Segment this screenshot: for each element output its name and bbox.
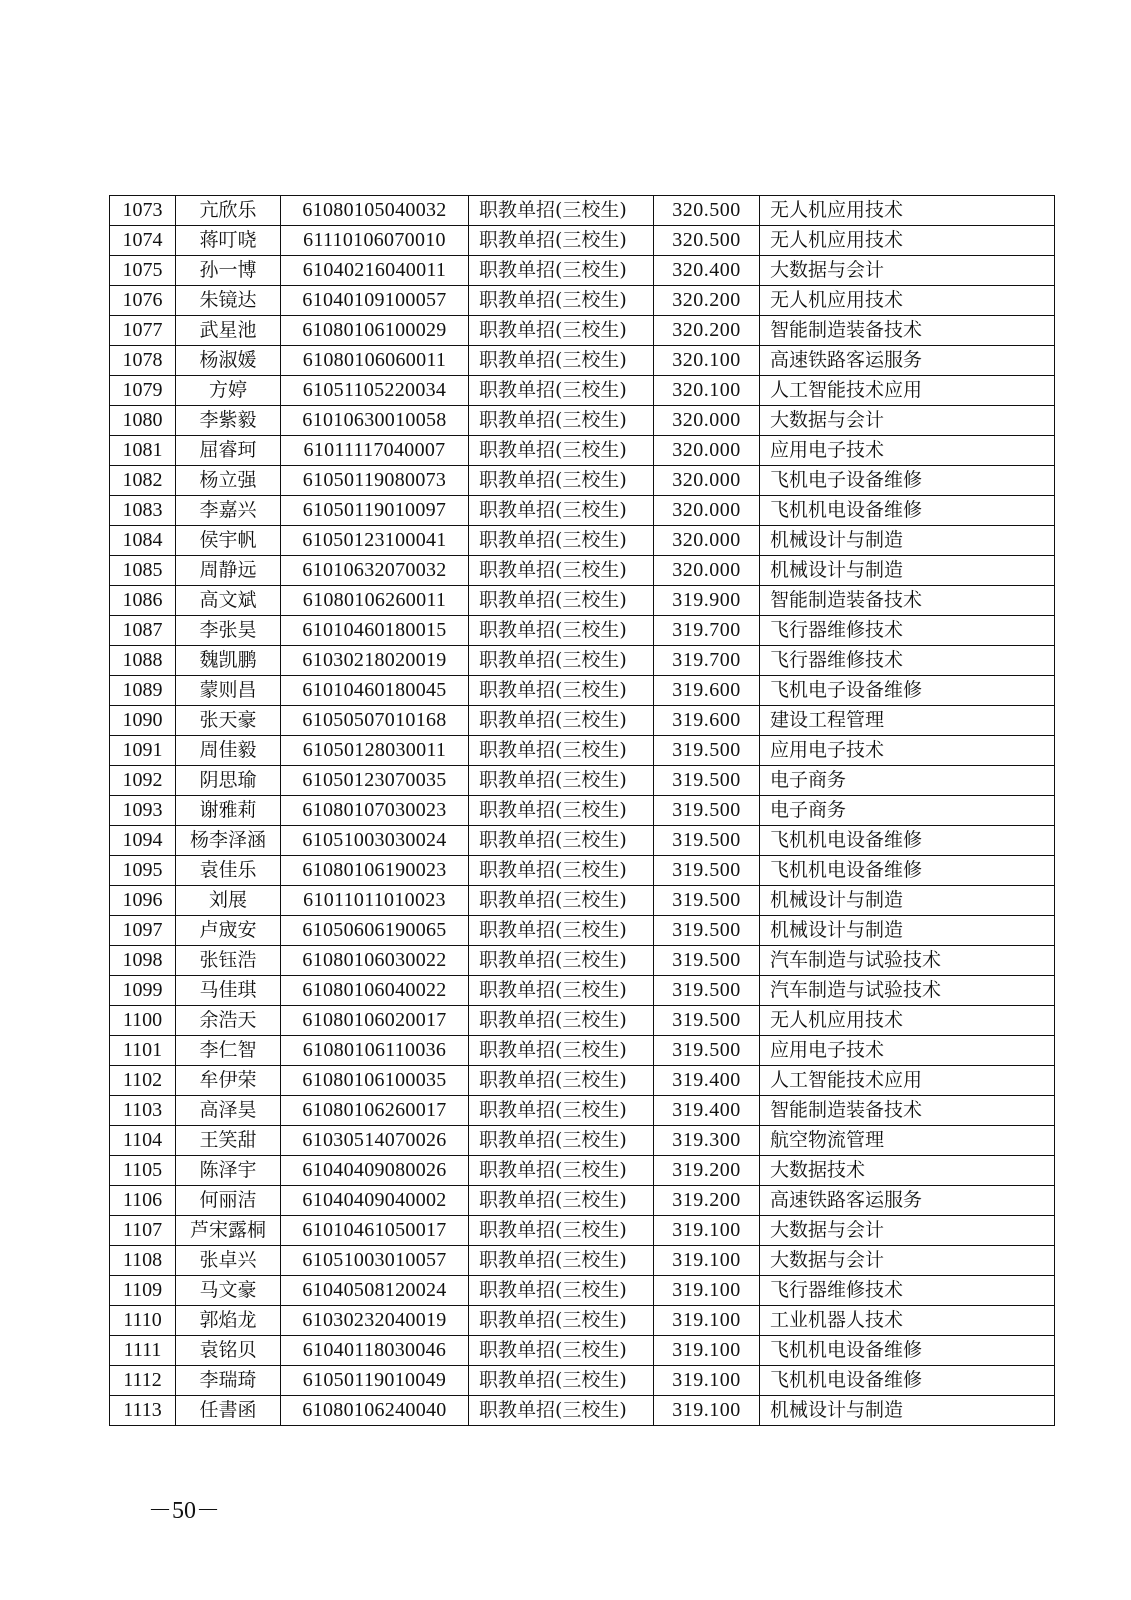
score-cell: 319.900 — [654, 586, 760, 616]
admission-type-cell: 职教单招(三校生) — [469, 1126, 654, 1156]
exam-id-cell: 61050606190065 — [281, 916, 469, 946]
exam-id-cell: 61080106100029 — [281, 316, 469, 346]
student-name-cell: 武星池 — [176, 316, 281, 346]
row-number-cell: 1112 — [110, 1366, 176, 1396]
admission-type-cell: 职教单招(三校生) — [469, 796, 654, 826]
score-cell: 319.500 — [654, 856, 760, 886]
row-number-cell: 1080 — [110, 406, 176, 436]
row-number-cell: 1104 — [110, 1126, 176, 1156]
admission-type-cell: 职教单招(三校生) — [469, 346, 654, 376]
row-number-cell: 1107 — [110, 1216, 176, 1246]
table-row — [110, 406, 1055, 436]
score-cell: 320.200 — [654, 286, 760, 316]
admission-type-cell: 职教单招(三校生) — [469, 1276, 654, 1306]
table-row — [110, 976, 1055, 1006]
score-cell: 319.100 — [654, 1396, 760, 1426]
table-row — [110, 1216, 1055, 1246]
row-number-cell: 1095 — [110, 856, 176, 886]
major-cell: 大数据与会计 — [760, 256, 1055, 286]
exam-id-cell: 61080106100035 — [281, 1066, 469, 1096]
student-name-cell: 张钰浩 — [176, 946, 281, 976]
score-cell: 319.600 — [654, 676, 760, 706]
major-cell: 应用电子技术 — [760, 736, 1055, 766]
exam-id-cell: 61010630010058 — [281, 406, 469, 436]
table-row — [110, 736, 1055, 766]
score-cell: 319.500 — [654, 1036, 760, 1066]
score-cell: 319.700 — [654, 646, 760, 676]
major-cell: 飞机机电设备维修 — [760, 856, 1055, 886]
table-row — [110, 586, 1055, 616]
table-row — [110, 496, 1055, 526]
major-cell: 工业机器人技术 — [760, 1306, 1055, 1336]
admission-type-cell: 职教单招(三校生) — [469, 1096, 654, 1126]
score-cell: 319.100 — [654, 1366, 760, 1396]
student-name-cell: 方婷 — [176, 376, 281, 406]
table-row — [110, 1306, 1055, 1336]
admission-type-cell: 职教单招(三校生) — [469, 1216, 654, 1246]
exam-id-cell: 61080106240040 — [281, 1396, 469, 1426]
score-cell: 319.500 — [654, 916, 760, 946]
score-cell: 319.500 — [654, 886, 760, 916]
admission-type-cell: 职教单招(三校生) — [469, 706, 654, 736]
score-cell: 319.500 — [654, 796, 760, 826]
row-number-cell: 1091 — [110, 736, 176, 766]
admission-type-cell: 职教单招(三校生) — [469, 376, 654, 406]
row-number-cell: 1088 — [110, 646, 176, 676]
row-number-cell: 1087 — [110, 616, 176, 646]
score-cell: 320.000 — [654, 466, 760, 496]
score-cell: 320.000 — [654, 526, 760, 556]
score-cell: 319.200 — [654, 1156, 760, 1186]
major-cell: 智能制造装备技术 — [760, 1096, 1055, 1126]
student-name-cell: 李张昊 — [176, 616, 281, 646]
exam-id-cell: 61011117040007 — [281, 436, 469, 466]
table-row — [110, 1036, 1055, 1066]
row-number-cell: 1100 — [110, 1006, 176, 1036]
table-row — [110, 856, 1055, 886]
student-name-cell: 王笑甜 — [176, 1126, 281, 1156]
student-name-cell: 李嘉兴 — [176, 496, 281, 526]
major-cell: 飞行器维修技术 — [760, 646, 1055, 676]
admission-type-cell: 职教单招(三校生) — [469, 826, 654, 856]
exam-id-cell: 61110106070010 — [281, 226, 469, 256]
row-number-cell: 1082 — [110, 466, 176, 496]
exam-id-cell: 61051003010057 — [281, 1246, 469, 1276]
score-cell: 319.500 — [654, 1006, 760, 1036]
exam-id-cell: 61050128030011 — [281, 736, 469, 766]
exam-id-cell: 61010632070032 — [281, 556, 469, 586]
exam-id-cell: 61080106190023 — [281, 856, 469, 886]
major-cell: 飞行器维修技术 — [760, 616, 1055, 646]
major-cell: 机械设计与制造 — [760, 886, 1055, 916]
admission-type-cell: 职教单招(三校生) — [469, 256, 654, 286]
major-cell: 飞机电子设备维修 — [760, 676, 1055, 706]
score-cell: 319.300 — [654, 1126, 760, 1156]
table-row — [110, 916, 1055, 946]
student-name-cell: 任書函 — [176, 1396, 281, 1426]
score-cell: 319.100 — [654, 1246, 760, 1276]
exam-id-cell: 61080105040032 — [281, 196, 469, 226]
student-name-cell: 周佳毅 — [176, 736, 281, 766]
score-cell: 320.000 — [654, 556, 760, 586]
exam-id-cell: 61011011010023 — [281, 886, 469, 916]
major-cell: 人工智能技术应用 — [760, 1066, 1055, 1096]
exam-id-cell: 61080106040022 — [281, 976, 469, 1006]
row-number-cell: 1109 — [110, 1276, 176, 1306]
major-cell: 无人机应用技术 — [760, 286, 1055, 316]
score-cell: 319.500 — [654, 976, 760, 1006]
exam-id-cell: 61051105220034 — [281, 376, 469, 406]
student-name-cell: 孙一博 — [176, 256, 281, 286]
exam-id-cell: 61030232040019 — [281, 1306, 469, 1336]
score-cell: 319.200 — [654, 1186, 760, 1216]
student-name-cell: 袁铭贝 — [176, 1336, 281, 1366]
row-number-cell: 1079 — [110, 376, 176, 406]
exam-id-cell: 61050119010049 — [281, 1366, 469, 1396]
table-row — [110, 556, 1055, 586]
score-cell: 320.200 — [654, 316, 760, 346]
major-cell: 应用电子技术 — [760, 1036, 1055, 1066]
admission-type-cell: 职教单招(三校生) — [469, 1396, 654, 1426]
major-cell: 高速铁路客运服务 — [760, 1186, 1055, 1216]
row-number-cell: 1099 — [110, 976, 176, 1006]
score-cell: 320.000 — [654, 496, 760, 526]
exam-id-cell: 61080106020017 — [281, 1006, 469, 1036]
student-name-cell: 谢雅莉 — [176, 796, 281, 826]
results-table-container — [109, 195, 1054, 1426]
table-row — [110, 1066, 1055, 1096]
exam-id-cell: 61051003030024 — [281, 826, 469, 856]
student-name-cell: 杨淑媛 — [176, 346, 281, 376]
major-cell: 建设工程管理 — [760, 706, 1055, 736]
table-row — [110, 1126, 1055, 1156]
table-row — [110, 346, 1055, 376]
admission-type-cell: 职教单招(三校生) — [469, 1066, 654, 1096]
score-cell: 319.400 — [654, 1066, 760, 1096]
row-number-cell: 1098 — [110, 946, 176, 976]
score-cell: 319.400 — [654, 1096, 760, 1126]
admission-type-cell: 职教单招(三校生) — [469, 196, 654, 226]
table-row — [110, 706, 1055, 736]
exam-id-cell: 61040109100057 — [281, 286, 469, 316]
table-row — [110, 526, 1055, 556]
admission-type-cell: 职教单招(三校生) — [469, 1306, 654, 1336]
student-name-cell: 周静远 — [176, 556, 281, 586]
score-cell: 320.500 — [654, 196, 760, 226]
student-name-cell: 高泽昊 — [176, 1096, 281, 1126]
major-cell: 飞机电子设备维修 — [760, 466, 1055, 496]
major-cell: 机械设计与制造 — [760, 916, 1055, 946]
score-cell: 319.500 — [654, 736, 760, 766]
score-cell: 319.100 — [654, 1336, 760, 1366]
admission-type-cell: 职教单招(三校生) — [469, 886, 654, 916]
major-cell: 大数据与会计 — [760, 406, 1055, 436]
exam-id-cell: 61080106060011 — [281, 346, 469, 376]
exam-id-cell: 61050123070035 — [281, 766, 469, 796]
row-number-cell: 1105 — [110, 1156, 176, 1186]
table-row — [110, 436, 1055, 466]
row-number-cell: 1089 — [110, 676, 176, 706]
row-number-cell: 1084 — [110, 526, 176, 556]
student-name-cell: 魏凯鹏 — [176, 646, 281, 676]
row-number-cell: 1092 — [110, 766, 176, 796]
student-name-cell: 马文豪 — [176, 1276, 281, 1306]
admission-type-cell: 职教单招(三校生) — [469, 406, 654, 436]
exam-id-cell: 61040409080026 — [281, 1156, 469, 1186]
row-number-cell: 1085 — [110, 556, 176, 586]
major-cell: 高速铁路客运服务 — [760, 346, 1055, 376]
row-number-cell: 1075 — [110, 256, 176, 286]
table-row — [110, 1006, 1055, 1036]
admission-type-cell: 职教单招(三校生) — [469, 1156, 654, 1186]
table-row — [110, 796, 1055, 826]
page-number: －50－ — [148, 1498, 220, 1524]
score-cell: 319.100 — [654, 1306, 760, 1336]
row-number-cell: 1103 — [110, 1096, 176, 1126]
exam-id-cell: 61080106260011 — [281, 586, 469, 616]
admission-type-cell: 职教单招(三校生) — [469, 976, 654, 1006]
admission-type-cell: 职教单招(三校生) — [469, 856, 654, 886]
row-number-cell: 1074 — [110, 226, 176, 256]
table-row — [110, 256, 1055, 286]
row-number-cell: 1077 — [110, 316, 176, 346]
exam-id-cell: 61080106260017 — [281, 1096, 469, 1126]
student-name-cell: 陈泽宇 — [176, 1156, 281, 1186]
exam-id-cell: 61050507010168 — [281, 706, 469, 736]
admission-type-cell: 职教单招(三校生) — [469, 466, 654, 496]
student-name-cell: 郭焰龙 — [176, 1306, 281, 1336]
table-row — [110, 466, 1055, 496]
admission-type-cell: 职教单招(三校生) — [469, 766, 654, 796]
score-cell: 319.100 — [654, 1216, 760, 1246]
table-row — [110, 1096, 1055, 1126]
row-number-cell: 1101 — [110, 1036, 176, 1066]
major-cell: 无人机应用技术 — [760, 226, 1055, 256]
admission-type-cell: 职教单招(三校生) — [469, 586, 654, 616]
row-number-cell: 1076 — [110, 286, 176, 316]
major-cell: 大数据与会计 — [760, 1246, 1055, 1276]
admission-type-cell: 职教单招(三校生) — [469, 1006, 654, 1036]
row-number-cell: 1106 — [110, 1186, 176, 1216]
major-cell: 机械设计与制造 — [760, 1396, 1055, 1426]
student-name-cell: 杨立强 — [176, 466, 281, 496]
exam-id-cell: 61080106030022 — [281, 946, 469, 976]
major-cell: 大数据技术 — [760, 1156, 1055, 1186]
admission-type-cell: 职教单招(三校生) — [469, 616, 654, 646]
score-cell: 319.600 — [654, 706, 760, 736]
score-cell: 319.100 — [654, 1276, 760, 1306]
table-row — [110, 196, 1055, 226]
student-name-cell: 杨李泽涵 — [176, 826, 281, 856]
table-row — [110, 826, 1055, 856]
exam-id-cell: 61040508120024 — [281, 1276, 469, 1306]
major-cell: 人工智能技术应用 — [760, 376, 1055, 406]
student-name-cell: 卢宬安 — [176, 916, 281, 946]
admission-type-cell: 职教单招(三校生) — [469, 1186, 654, 1216]
table-row — [110, 316, 1055, 346]
major-cell: 无人机应用技术 — [760, 1006, 1055, 1036]
score-cell: 320.500 — [654, 226, 760, 256]
admission-type-cell: 职教单招(三校生) — [469, 1036, 654, 1066]
major-cell: 大数据与会计 — [760, 1216, 1055, 1246]
row-number-cell: 1111 — [110, 1336, 176, 1366]
student-name-cell: 李仁智 — [176, 1036, 281, 1066]
admission-type-cell: 职教单招(三校生) — [469, 436, 654, 466]
exam-id-cell: 61080107030023 — [281, 796, 469, 826]
major-cell: 汽车制造与试验技术 — [760, 976, 1055, 1006]
score-cell: 319.500 — [654, 826, 760, 856]
admission-type-cell: 职教单招(三校生) — [469, 946, 654, 976]
exam-id-cell: 61040409040002 — [281, 1186, 469, 1216]
student-name-cell: 刘展 — [176, 886, 281, 916]
score-cell: 320.000 — [654, 436, 760, 466]
table-row — [110, 616, 1055, 646]
admission-type-cell: 职教单招(三校生) — [469, 1366, 654, 1396]
major-cell: 飞机机电设备维修 — [760, 1366, 1055, 1396]
major-cell: 飞机机电设备维修 — [760, 1336, 1055, 1366]
row-number-cell: 1102 — [110, 1066, 176, 1096]
exam-id-cell: 61030514070026 — [281, 1126, 469, 1156]
admission-type-cell: 职教单招(三校生) — [469, 286, 654, 316]
score-cell: 319.700 — [654, 616, 760, 646]
major-cell: 机械设计与制造 — [760, 526, 1055, 556]
admission-type-cell: 职教单招(三校生) — [469, 496, 654, 526]
table-row — [110, 226, 1055, 256]
student-name-cell: 朱镜达 — [176, 286, 281, 316]
student-name-cell: 亢欣乐 — [176, 196, 281, 226]
major-cell: 机械设计与制造 — [760, 556, 1055, 586]
student-name-cell: 李瑞琦 — [176, 1366, 281, 1396]
exam-id-cell: 61010461050017 — [281, 1216, 469, 1246]
admission-type-cell: 职教单招(三校生) — [469, 1336, 654, 1366]
table-row — [110, 646, 1055, 676]
results-table — [109, 195, 1055, 1426]
admission-type-cell: 职教单招(三校生) — [469, 646, 654, 676]
admission-type-cell: 职教单招(三校生) — [469, 916, 654, 946]
row-number-cell: 1110 — [110, 1306, 176, 1336]
exam-id-cell: 61040216040011 — [281, 256, 469, 286]
row-number-cell: 1094 — [110, 826, 176, 856]
major-cell: 智能制造装备技术 — [760, 586, 1055, 616]
table-row — [110, 1276, 1055, 1306]
table-row — [110, 1156, 1055, 1186]
table-row — [110, 1246, 1055, 1276]
admission-type-cell: 职教单招(三校生) — [469, 316, 654, 346]
score-cell: 319.500 — [654, 946, 760, 976]
exam-id-cell: 61080106110036 — [281, 1036, 469, 1066]
major-cell: 应用电子技术 — [760, 436, 1055, 466]
student-name-cell: 何丽洁 — [176, 1186, 281, 1216]
score-cell: 319.500 — [654, 766, 760, 796]
row-number-cell: 1108 — [110, 1246, 176, 1276]
admission-type-cell: 职教单招(三校生) — [469, 1246, 654, 1276]
score-cell: 320.000 — [654, 406, 760, 436]
student-name-cell: 阴思瑜 — [176, 766, 281, 796]
admission-type-cell: 职教单招(三校生) — [469, 556, 654, 586]
exam-id-cell: 61010460180015 — [281, 616, 469, 646]
student-name-cell: 高文斌 — [176, 586, 281, 616]
table-body — [110, 196, 1055, 1426]
admission-type-cell: 职教单招(三校生) — [469, 226, 654, 256]
admission-type-cell: 职教单招(三校生) — [469, 526, 654, 556]
student-name-cell: 袁佳乐 — [176, 856, 281, 886]
table-row — [110, 886, 1055, 916]
row-number-cell: 1096 — [110, 886, 176, 916]
student-name-cell: 蒋叮哓 — [176, 226, 281, 256]
row-number-cell: 1093 — [110, 796, 176, 826]
major-cell: 飞机机电设备维修 — [760, 826, 1055, 856]
table-row — [110, 1336, 1055, 1366]
table-row — [110, 1396, 1055, 1426]
table-row — [110, 766, 1055, 796]
major-cell: 飞机机电设备维修 — [760, 496, 1055, 526]
major-cell: 无人机应用技术 — [760, 196, 1055, 226]
exam-id-cell: 61050123100041 — [281, 526, 469, 556]
student-name-cell: 芦宋露桐 — [176, 1216, 281, 1246]
table-row — [110, 946, 1055, 976]
score-cell: 320.400 — [654, 256, 760, 286]
score-cell: 320.100 — [654, 376, 760, 406]
row-number-cell: 1113 — [110, 1396, 176, 1426]
row-number-cell: 1090 — [110, 706, 176, 736]
table-row — [110, 1186, 1055, 1216]
student-name-cell: 蒙则昌 — [176, 676, 281, 706]
student-name-cell: 张天豪 — [176, 706, 281, 736]
table-row — [110, 1366, 1055, 1396]
major-cell: 航空物流管理 — [760, 1126, 1055, 1156]
student-name-cell: 屈睿珂 — [176, 436, 281, 466]
student-name-cell: 李紫毅 — [176, 406, 281, 436]
student-name-cell: 马佳琪 — [176, 976, 281, 1006]
admission-type-cell: 职教单招(三校生) — [469, 676, 654, 706]
exam-id-cell: 61050119010097 — [281, 496, 469, 526]
student-name-cell: 余浩天 — [176, 1006, 281, 1036]
row-number-cell: 1086 — [110, 586, 176, 616]
row-number-cell: 1097 — [110, 916, 176, 946]
row-number-cell: 1073 — [110, 196, 176, 226]
exam-id-cell: 61030218020019 — [281, 646, 469, 676]
major-cell: 电子商务 — [760, 766, 1055, 796]
major-cell: 智能制造装备技术 — [760, 316, 1055, 346]
table-row — [110, 286, 1055, 316]
score-cell: 320.100 — [654, 346, 760, 376]
student-name-cell: 张卓兴 — [176, 1246, 281, 1276]
major-cell: 汽车制造与试验技术 — [760, 946, 1055, 976]
exam-id-cell: 61010460180045 — [281, 676, 469, 706]
row-number-cell: 1083 — [110, 496, 176, 526]
student-name-cell: 牟伊荣 — [176, 1066, 281, 1096]
table-row — [110, 676, 1055, 706]
exam-id-cell: 61040118030046 — [281, 1336, 469, 1366]
row-number-cell: 1078 — [110, 346, 176, 376]
major-cell: 飞行器维修技术 — [760, 1276, 1055, 1306]
student-name-cell: 侯宇帆 — [176, 526, 281, 556]
exam-id-cell: 61050119080073 — [281, 466, 469, 496]
row-number-cell: 1081 — [110, 436, 176, 466]
admission-type-cell: 职教单招(三校生) — [469, 736, 654, 766]
table-row — [110, 376, 1055, 406]
major-cell: 电子商务 — [760, 796, 1055, 826]
